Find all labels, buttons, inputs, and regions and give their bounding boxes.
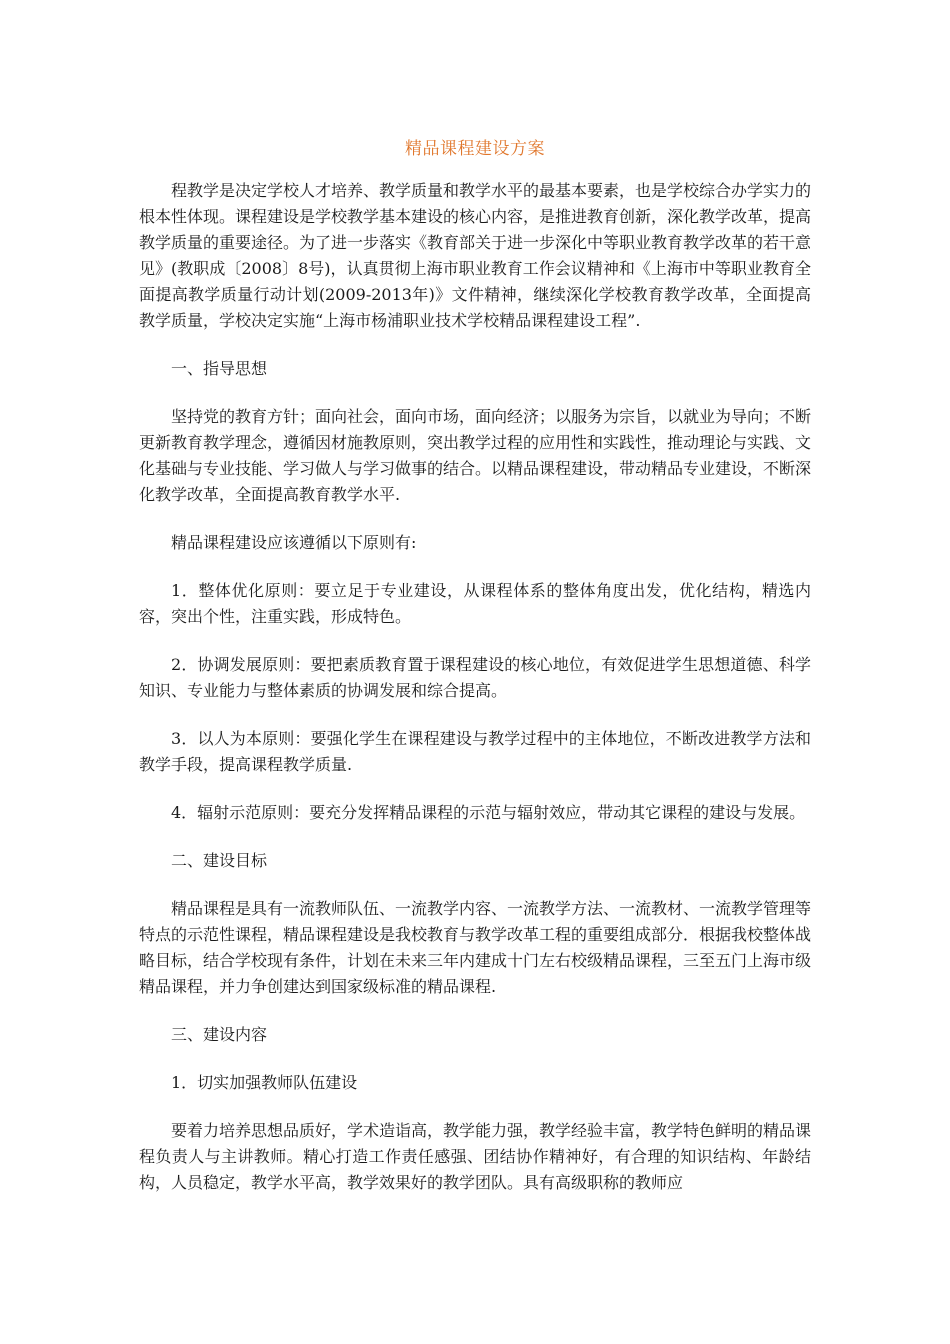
section-heading-guiding-ideology: 一、指导思想 [171, 359, 268, 378]
guiding-ideology-paragraph: 坚持党的教育方针；面向社会，面向市场，面向经济；以服务为宗旨，以就业为导向；不断更新教育教学理念，遵循因材施教原则，突出教学过程的应用性和实践性，推动理论与实践、文化基础与专业技能、学习做人与学习做事的结合。以精品课程建设，带动精品专业建设，不断深化教学改革，全面提高教育教学水平. [139, 407, 812, 504]
principle-item-3: 3．以人为本原则：要强化学生在课程建设与教学过程中的主体地位，不断改进教学方法和教学手段，提高课程教学质量. [139, 729, 811, 774]
principle-item-1: 1．整体优化原则：要立足于专业建设，从课程体系的整体角度出发，优化结构，精选内容，突出个性，注重实践，形成特色。 [139, 581, 811, 626]
section-heading-content: 三、建设内容 [171, 1025, 268, 1044]
principle-item-4: 4．辐射示范原则：要充分发挥精品课程的示范与辐射效应，带动其它课程的建设与发展。 [171, 803, 806, 822]
principles-intro-paragraph: 精品课程建设应该遵循以下原则有: [171, 533, 417, 552]
section-heading-goals: 二、建设目标 [171, 851, 268, 870]
principle-item-2: 2．协调发展原则：要把素质教育置于课程建设的核心地位，有效促进学生思想道德、科学知识、专业能力与整体素质的协调发展和综合提高。 [139, 655, 811, 700]
document-title: 精品课程建设方案 [405, 139, 545, 159]
intro-paragraph: 程教学是决定学校人才培养、教学质量和教学水平的最基本要素，也是学校综合办学实力的根本性体现。课程建设是学校教学基本建设的核心内容，是推进教育创新，深化教学改革，提高教学质量的重要途径。为了进一步落实《教育部关于进一步深化中等职业教育教学改革的若干意见》(教职成〔2008〕8号)，认真贯彻上海市职业教育工作会议精神和《上海市中等职业教育全面提高教学质量行动计划(2009-2013年)》文件精神，继续深化学校教育教学改革，全面提高教学质量，学校决定实施“上海市杨浦职业技术学校精品课程建设工程”. [139, 181, 812, 330]
teacher-team-paragraph: 要着力培养思想品质好，学术造诣高，教学能力强，教学经验丰富，教学特色鲜明的精品课程负责人与主讲教师。精心打造工作责任感强、团结协作精神好，有合理的知识结构、年龄结构，人员稳定，教学水平高，教学效果好的教学团队。具有高级职称的教师应 [139, 1121, 812, 1192]
document-body [139, 178, 811, 1218]
goals-paragraph: 精品课程是具有一流教师队伍、一流教学内容、一流教学方法、一流教材、一流教学管理等特点的示范性课程，精品课程建设是我校教育与教学改革工程的重要组成部分．根据我校整体战略目标，结合学校现有条件，计划在未来三年内建成十门左右校级精品课程，三至五门上海市级精品课程，并力争创建达到国家级标准的精品课程. [139, 899, 812, 996]
subsection-heading-teacher-team: 1．切实加强教师队伍建设 [171, 1073, 358, 1092]
